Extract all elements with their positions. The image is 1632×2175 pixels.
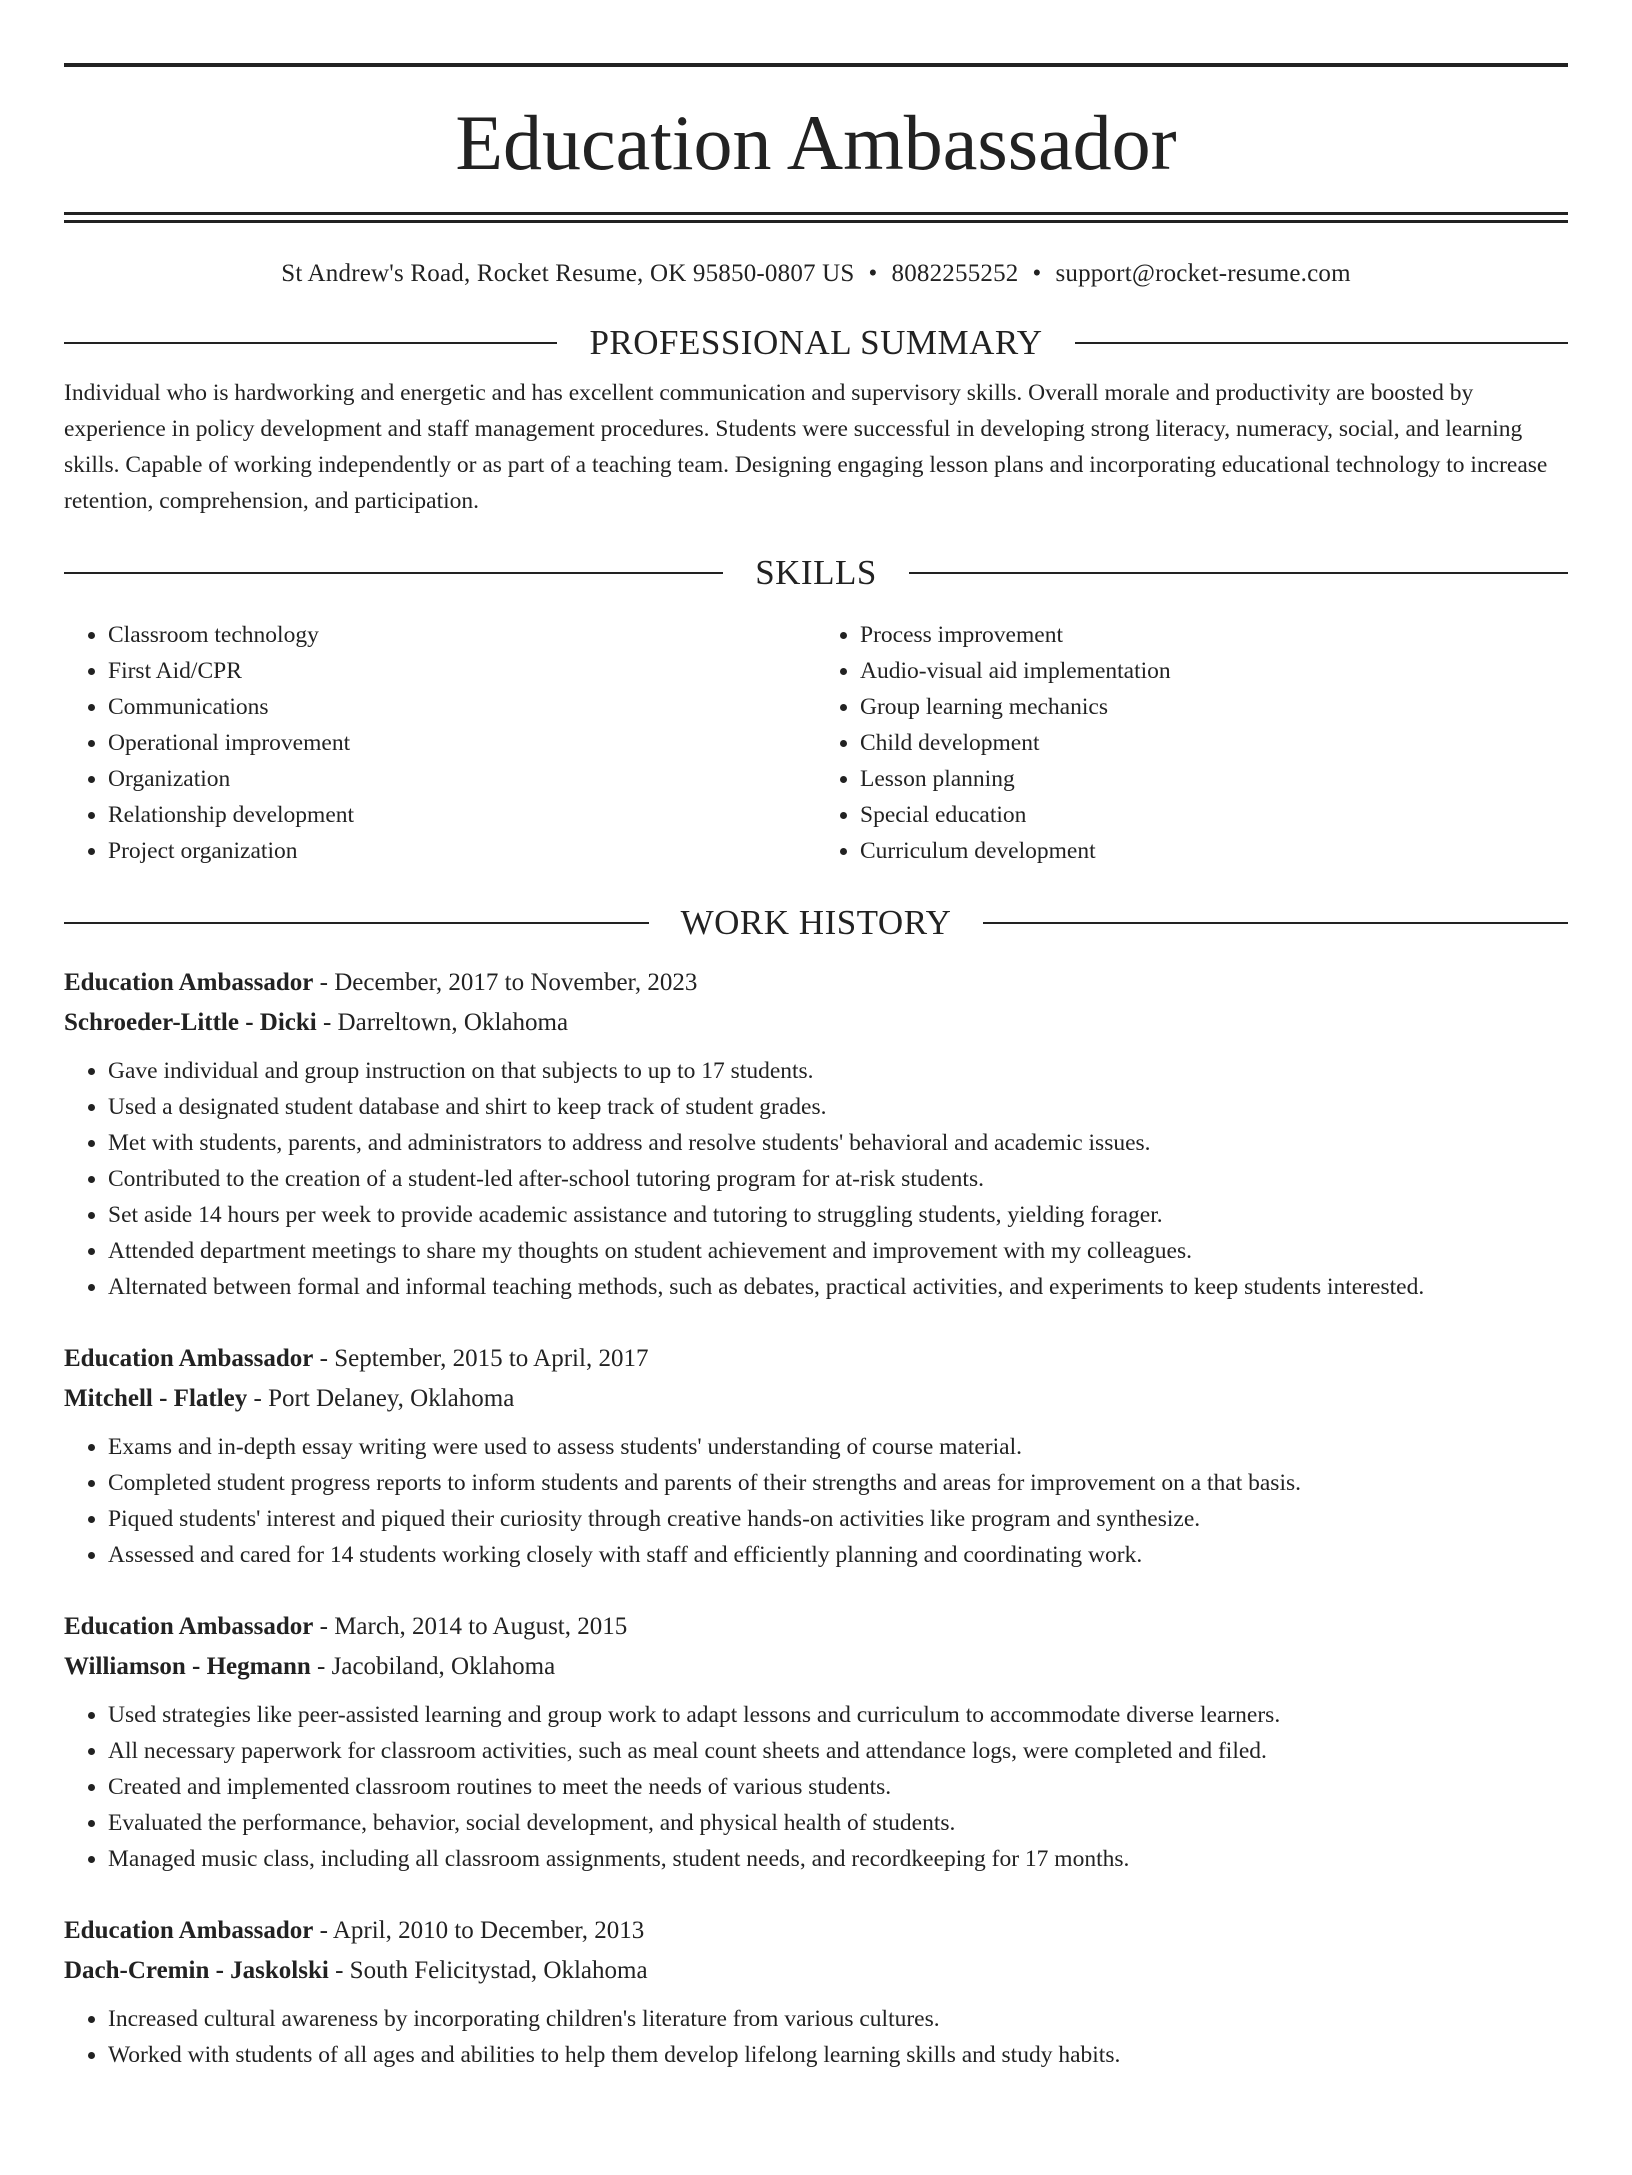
contact-email: support@rocket-resume.com [1055,260,1351,287]
job-bullet: • Gave individual and group instruction on that subjects to up to 17 students. [108,1053,1568,1089]
job-bullet: • Increased cultural awareness by incorporating children's literature from various cultures. [108,2001,1568,2037]
job-bullet: • Assessed and cared for 14 students working closely with staff and efficiently planning and coordinating work. [108,1537,1568,1573]
job-bullet: • Alternated between formal and informal teaching methods, such as debates, practical activities, and experiments to keep students interested. [108,1269,1568,1305]
skill-item: • Audio-visual aid implementation [860,653,1568,689]
skill-item: • Special education [860,797,1568,833]
skills-list [64,617,1568,869]
job-bullets [64,1429,1568,1573]
skill-item: • Operational improvement [108,725,816,761]
job-company-line [64,1379,1568,1419]
summary-heading [64,321,1568,365]
contact-separator: • [1032,260,1042,287]
job-bullets [64,2001,1568,2073]
job-dates: - April, 2010 to December, 2013 [313,1917,645,1944]
skill-item: • Relationship development [108,797,816,833]
skill-item: • Organization [108,761,816,797]
skills-heading-label: SKILLS [755,553,877,592]
contact-address: St Andrew's Road, Rocket Resume, OK 95850-0807 US [281,260,855,287]
job-location: - Port Delaney, Oklahoma [247,1385,515,1412]
job-entry [64,1911,1568,2073]
skill-item: • Project organization [108,833,816,869]
job-bullet: • Attended department meetings to share my thoughts on student achievement and improvement with my colleagues. [108,1233,1568,1269]
job-location: - Darreltown, Oklahoma [316,1009,569,1036]
job-company: Mitchell - Flatley [64,1385,248,1412]
job-company: Williamson - Hegmann [64,1653,311,1680]
job-bullet: • Contributed to the creation of a student-led after-school tutoring program for at-risk students. [108,1161,1568,1197]
job-dates: - September, 2015 to April, 2017 [313,1345,649,1372]
job-bullet: • Met with students, parents, and administrators to address and resolve students' behavioral and academic issues. [108,1125,1568,1161]
job-title: Education Ambassador [64,1345,314,1372]
job-title-line [64,963,1568,1003]
contact-line [64,259,1568,289]
summary-heading-label: PROFESSIONAL SUMMARY [589,323,1043,362]
job-bullets [64,1697,1568,1877]
job-bullet: • Used a designated student database and shirt to keep track of student grades. [108,1089,1568,1125]
job-bullet: • Used strategies like peer-assisted learning and group work to adapt lessons and curriculum to accommodate diverse learners. [108,1697,1568,1733]
page-title: Education Ambassador [455,99,1177,186]
job-title: Education Ambassador [64,1917,314,1944]
job-bullet: • Completed student progress reports to inform students and parents of their strengths and areas for improvement on a that basis. [108,1465,1568,1501]
job-dates: - December, 2017 to November, 2023 [313,969,698,996]
skill-item: • Curriculum development [860,833,1568,869]
skill-item: • Child development [860,725,1568,761]
job-title: Education Ambassador [64,1613,314,1640]
skill-item: • Group learning mechanics [860,689,1568,725]
contact-separator: • [868,260,878,287]
heading-rule-right [1075,342,1568,344]
job-company-line [64,1647,1568,1687]
job-bullet: • Managed music class, including all classroom assignments, student needs, and recordkeeping for 17 months. [108,1841,1568,1877]
job-location: - Jacobiland, Oklahoma [310,1653,556,1680]
job-entry [64,963,1568,1305]
job-bullets [64,1053,1568,1305]
job-bullet: • Piqued students' interest and piqued their curiosity through creative hands-on activities like program and synthesize. [108,1501,1568,1537]
job-bullet: • Exams and in-depth essay writing were used to assess students' understanding of course material. [108,1429,1568,1465]
job-entry [64,1607,1568,1877]
resume-page [0,63,1632,2175]
skill-item: • Lesson planning [860,761,1568,797]
skills-column-left [64,617,816,869]
skill-item: • Process improvement [860,617,1568,653]
job-company: Dach-Cremin - Jaskolski [64,1957,329,1984]
job-title: Education Ambassador [64,969,314,996]
skill-item: • Communications [108,689,816,725]
title-double-rule [64,212,1568,223]
skills-column-right [816,617,1568,869]
job-title-line [64,1911,1568,1951]
job-location: - South Felicitystad, Oklahoma [328,1957,648,1984]
heading-rule-left [64,572,723,574]
job-bullet: • Created and implemented classroom routines to meet the needs of various students. [108,1769,1568,1805]
job-bullet: • Set aside 14 hours per week to provide academic assistance and tutoring to struggling students, yielding forager. [108,1197,1568,1233]
job-company-line [64,1003,1568,1043]
job-bullet: • Evaluated the performance, behavior, social development, and physical health of students. [108,1805,1568,1841]
job-bullet: • Worked with students of all ages and abilities to help them develop lifelong learning skills and study habits. [108,2037,1568,2073]
skill-item: • Classroom technology [108,617,816,653]
heading-rule-left [64,342,557,344]
work-heading [64,901,1568,945]
skills-heading [64,551,1568,595]
job-company-line [64,1951,1568,1991]
work-heading-label: WORK HISTORY [680,903,952,942]
summary-text: Individual who is hardworking and energetic and has excellent communication and supervisory skills. Overall morale and productivity are boosted by experience in policy development and staff management procedures. Students were successful in developing strong literacy, numeracy, social, and learning skills. Capable of working independently or as part of a teaching team. Designing engaging lesson plans and incorporating educational technology to increase retention, comprehension, and participation. [64,380,1548,514]
job-title-line [64,1607,1568,1647]
job-dates: - March, 2014 to August, 2015 [313,1613,628,1640]
heading-rule-right [983,922,1568,924]
job-title-line [64,1339,1568,1379]
skill-item: • First Aid/CPR [108,653,816,689]
heading-rule-left [64,922,649,924]
job-bullet: • All necessary paperwork for classroom activities, such as meal count sheets and attendance logs, were completed and filed. [108,1733,1568,1769]
top-rule [64,63,1568,67]
job-company: Schroeder-Little - Dicki [64,1009,317,1036]
contact-phone: 8082255252 [891,260,1019,287]
heading-rule-right [909,572,1568,574]
job-entry [64,1339,1568,1573]
